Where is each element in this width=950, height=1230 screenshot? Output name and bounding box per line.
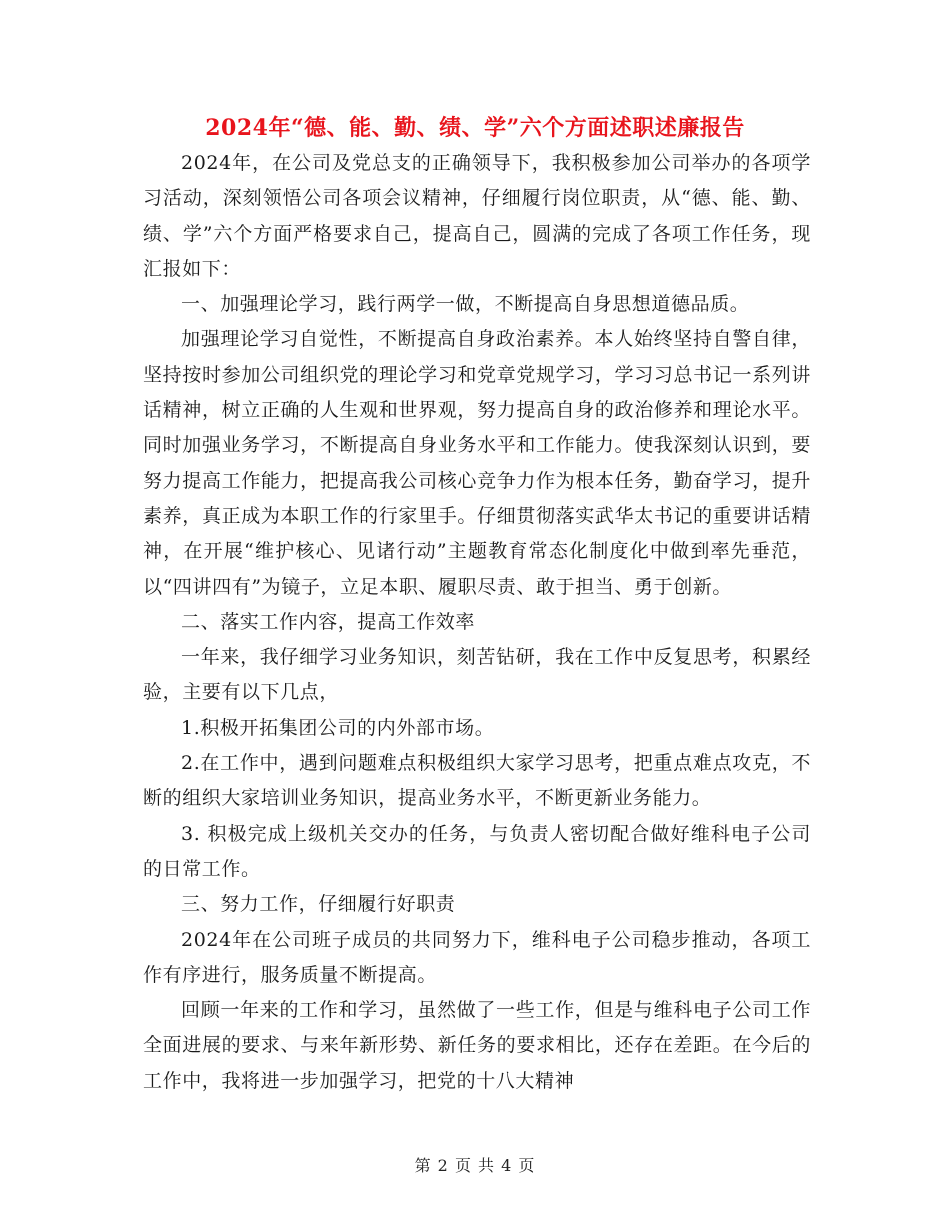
paragraph-intro: 2024年，在公司及党总支的正确领导下，我积极参加公司举办的各项学习活动，深刻领悟公司各项会议精神，仔细履行岗位职责，从“德、能、勤、绩、学”六个方面严格要求自己，提高自己，圆满的完成了各项工作任务，现汇报如下：: [143, 152, 811, 280]
paragraph-theory-study: 加强理论学习自觉性，不断提高自身政治素养。本人始终坚持自警自律，坚持按时参加公司组织党的理论学习和党章党规学习，学习习总书记一系列讲话精神，树立正确的人生观和世界观，努力提高自身的政治修养和理论水平。同时加强业务学习，不断提高自身业务水平和工作能力。使我深刻认识到，要努力提高工作能力，把提高我公司核心竞争力作为根本任务，勤奋学习，提升素养，真正成为本职工作的行家里手。仔细贯彻落实武华太书记的重要讲话精神，在开展“维护核心、见诸行动”主题教育常态化制度化中做到率先垂范，以“四讲四有”为镜子，立足本职、履职尽责、敢于担当、勇于创新。: [143, 328, 811, 598]
section-heading-2: 二、落实工作内容，提高工作效率: [181, 610, 476, 633]
document-title: 2024年“德、能、勤、绩、学”六个方面述职述廉报告: [205, 115, 745, 141]
paragraph-team-progress: 2024年在公司班子成员的共同努力下，维科电子公司稳步推动，各项工作有序进行，服务质量不断提高。: [143, 928, 811, 986]
section-heading-1: 一、加强理论学习，践行两学一做，不断提高自身思想道德品质。: [181, 293, 750, 316]
page-number-footer: 第 2 页 共 4 页: [414, 1156, 536, 1175]
document-body: [143, 146, 811, 1099]
paragraph-work-summary: 一年来，我仔细学习业务知识，刻苦钻研，我在工作中反复思考，积累经验，主要有以下几点，: [143, 646, 811, 704]
list-item-3: 3. 积极完成上级机关交办的任务，与负责人密切配合做好维科电子公司的日常工作。: [143, 822, 811, 880]
section-heading-3: 三、努力工作，仔细履行好职责: [181, 893, 456, 916]
paragraph-review: 回顾一年来的工作和学习，虽然做了一些工作，但是与维科电子公司工作全面进展的要求、与来年新形势、新任务的要求相比，还存在差距。在今后的工作中，我将进一步加强学习，把党的十八大精神: [143, 999, 811, 1092]
list-item-2: 2.在工作中，遇到问题难点积极组织大家学习思考，把重点难点攻克，不断的组织大家培训业务知识，提高业务水平，不断更新业务能力。: [143, 752, 811, 810]
list-item-1: 1.积极开拓集团公司的内外部市场。: [181, 716, 495, 739]
